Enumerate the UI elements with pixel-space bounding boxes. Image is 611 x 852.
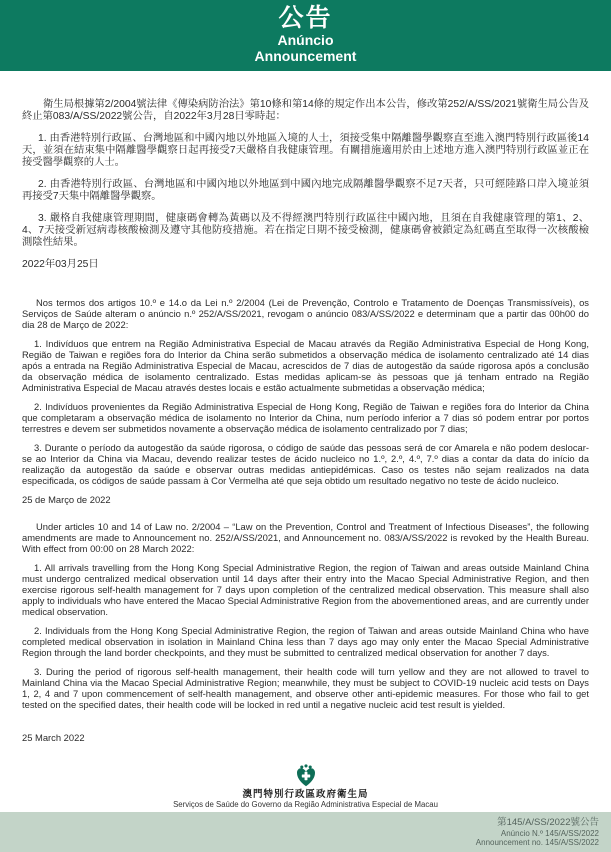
portuguese-item-2: 2. Indivíduos provenientes da Região Administrativa Especial de Hong Kong, Região de Taiwan e regiões fora do Interior da China que completaram a observação médica de isolamento no Interior da China, num período inferior a 7 dias só podem entrar por portos terrestres e devem ser submetidos novamente a observação médica de isolamento centralizado por 7 dias; bbox=[22, 401, 589, 434]
health-bureau-logo-icon bbox=[294, 764, 318, 788]
document-footer bbox=[0, 764, 611, 852]
english-item-3: 3. During the period of rigorous self-health management, their health code will turn yellow and they are not allowed to travel to Mainland China via the Macao Special Administrative Region; meanwhile, they must be subject to COVID-19 nucleic acid tests on Days 1, 2, 4 and 7 upon commencement of self-health management, and observe other anti-epidemic measures. For those who fail to get tested on the specified dates, their health code will be locked in red until a negative nucleic acid test result is yielded. bbox=[22, 666, 589, 710]
page-title-portuguese: Anúncio bbox=[277, 32, 334, 48]
announcement-number-english: Announcement no. 145/A/SS/2022 bbox=[475, 838, 599, 847]
english-item-2: 2. Individuals from the Hong Kong Special Administrative Region, the region of Taiwan and areas outside Mainland China who have completed medical observation in isolation in Mainland China less than 7 days ago may only enter the Macao Special Administrative Region through the land border checkpoints, and they must be submitted to centralized medical observation for another 7 days. bbox=[22, 625, 589, 658]
english-date: 25 March 2022 bbox=[22, 732, 85, 743]
page-title-english: Announcement bbox=[254, 48, 357, 64]
english-intro-paragraph: Under articles 10 and 14 of Law no. 2/2004 – “Law on the Prevention, Control and Treatment of Infectious Diseases”, the following amendments are made to Announcement no. 252/A/SS/2021, and Announcement no. 083/A/SS/2022 is revoked by the Health Bureau. With effect from 00:00 on 28 March 2022: bbox=[22, 521, 589, 554]
english-item-1: 1. All arrivals travelling from the Hong Kong Special Administrative Region, the region of Taiwan and areas outside Mainland China must undergo centralized medical observation until 14 days after their entry into the Macao Special Administrative Region, and then exercise rigorous self-health management for 7 days upon completion of the centralized medical observation. This measure shall also apply to individuals who have entered the Macao Special Administrative Region from the abovementioned areas, and are currently under medical observation. bbox=[22, 562, 589, 617]
header-banner bbox=[0, 0, 611, 71]
portuguese-item-3: 3. Durante o período da autogestão da saúde rigorosa, o código de saúde das pessoas será de cor Amarela e não podem deslocar-se ao Interior da China via Macau, devendo realizar testes de ácido nucleico no 1.º, 2.º, 4.º, 7.º dias a contar da data do início da realização da autogestão da saúde e observar outras medidas antiepidémicas. Caso os testes não sejam realizados na data especificada, os códigos de saúde passam à Cor Vermelha até que seja obtido um resultado negativo no teste de ácido nucleico. bbox=[22, 442, 589, 486]
issuing-organization bbox=[0, 764, 611, 812]
organization-name-chinese: 澳門特別行政區政府衛生局 bbox=[242, 789, 369, 800]
page-title-chinese: 公告 bbox=[278, 4, 333, 32]
chinese-date: 2022年03月25日 bbox=[22, 259, 99, 270]
document-body bbox=[0, 71, 611, 743]
chinese-item-2: 2. 由香港特別行政區、台灣地區和中國內地以外地區到中國內地完成隔離醫學觀察不足7天者，只可經陸路口岸入境並須再接受7天集中隔離醫學觀察。 bbox=[22, 179, 589, 202]
reference-bar bbox=[0, 812, 611, 852]
announcement-number-chinese: 第145/A/SS/2022號公告 bbox=[497, 817, 599, 828]
chinese-item-3: 3. 嚴格自我健康管理期間，健康碼會轉為黃碼以及不得經澳門特別行政區往中國內地，且須在自我健康管理的第1、2、4、7天接受新冠病毒核酸檢測及遵守其他防疫措施。若在指定日期不接受檢測，健康碼會被鎖定為紅碼直至取得一次核酸檢測陰性結果。 bbox=[22, 213, 589, 248]
organization-name-portuguese: Serviços de Saúde do Governo da Região Administrativa Especial de Macau bbox=[173, 800, 438, 809]
portuguese-date: 25 de Março de 2022 bbox=[22, 494, 111, 505]
announcement-number-portuguese: Anúncio N.º 145/A/SS/2022 bbox=[500, 829, 599, 838]
chinese-item-1: 1. 由香港特別行政區、台灣地區和中國內地以外地區入境的人士，須接受集中隔離醫學觀察直至進入澳門特別行政區後14天，並須在結束集中隔離醫學觀察日起再接受7天嚴格自我健康管理。有關措施適用於由上述地方進入澳門特別行政區並正在接受醫學觀察的人士。 bbox=[22, 133, 589, 168]
chinese-intro-paragraph: 衛生局根據第2/2004號法律《傳染病防治法》第10條和第14條的規定作出本公告，修改第252/A/SS/2021號衛生局公告及終止第083/A/SS/2022號公告，自2022年3月28日零時起： bbox=[22, 99, 589, 122]
portuguese-intro-paragraph: Nos termos dos artigos 10.º e 14.o da Lei n.º 2/2004 (Lei de Prevenção, Controlo e Tratamento de Doenças Transmissíveis), os Serviços de Saúde alteram o anúncio n.º 252/A/SS/2021, revogam o anúncio 083/A/SS/2022 e determinam que a partir das 00h00 do dia 28 de Março de 2022: bbox=[22, 297, 589, 330]
portuguese-item-1: 1. Indivíduos que entrem na Região Administrativa Especial de Macau através da Região Administrativa Especial de Hong Kong, Região de Taiwan e regiões fora do Interior da China serão submetidos a observação médica de isolamento centralizado até 14 dias após a entrada na Região Administrativa Especial de Macau, acrescidos de 7 dias de autogestão da saúde rigorosa após a conclusão da observação médica de isolamento centralizado. Estas medidas aplicam-se às pessoas que já tenham entrado na Região Administrativa Especial de Macau através destes locais e estão actualmente submetidas a observação médica; bbox=[22, 338, 589, 393]
